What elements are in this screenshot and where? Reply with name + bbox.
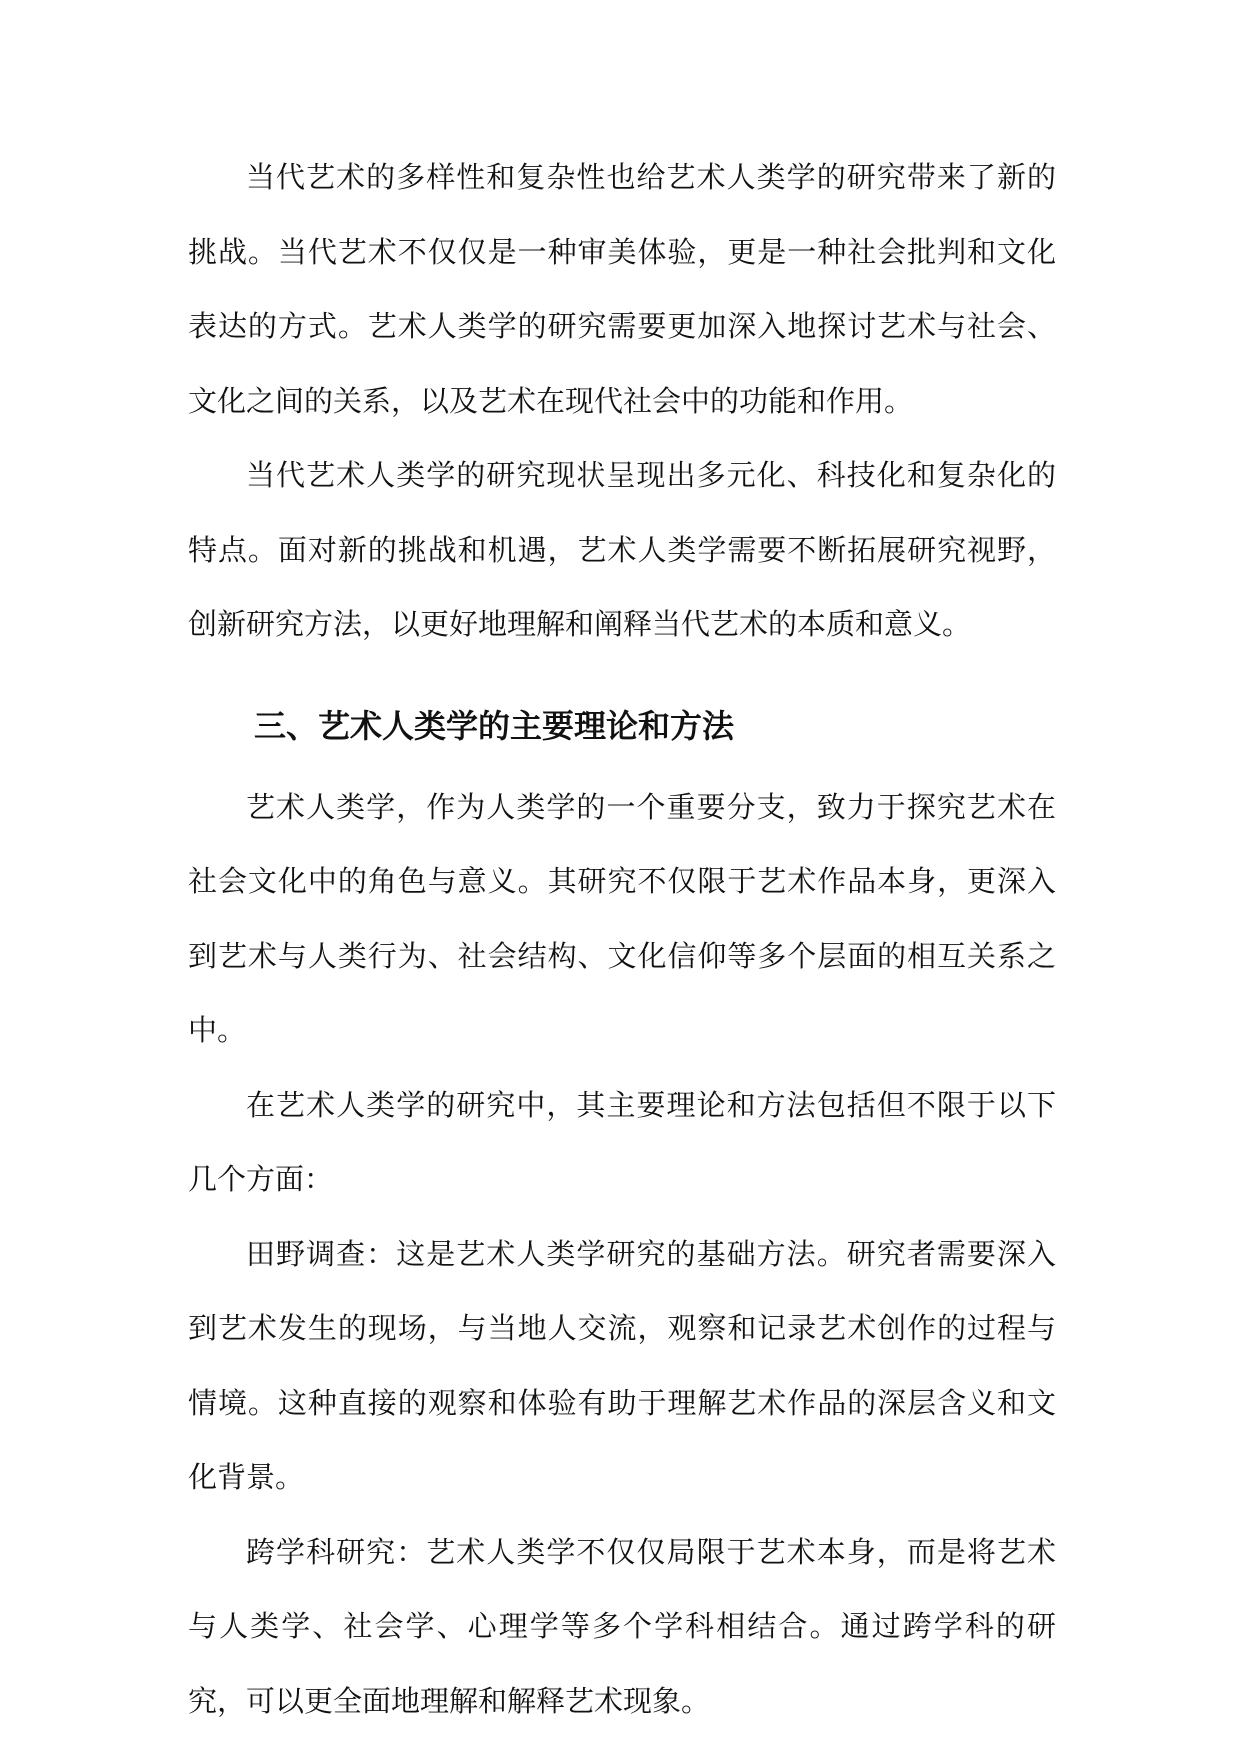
paragraph-theories-methods-intro: 在艺术人类学的研究中，其主要理论和方法包括但不限于以下几个方面： [188,1087,1056,1196]
document-body [188,140,1056,1738]
paragraph-interdisciplinary: 跨学科研究：艺术人类学不仅仅局限于艺术本身，而是将艺术与人类学、社会学、心理学等多个学科相结合。通过跨学科的研究，可以更全面地理解和解释艺术现象。 [188,1534,1056,1718]
paragraph-research-status: 当代艺术人类学的研究现状呈现出多元化、科技化和复杂化的特点。面对新的挑战和机遇，艺术人类学需要不断拓展研究视野，创新研究方法，以更好地理解和阐释当代艺术的本质和意义。 [188,458,1056,641]
section-heading: 三、艺术人类学的主要理论和方法 [254,706,735,745]
paragraph-art-anthropology-intro: 艺术人类学，作为人类学的一个重要分支，致力于探究艺术在社会文化中的角色与意义。其研究不仅限于艺术作品本身，更深入到艺术与人类行为、社会结构、文化信仰等多个层面的相互关系之中。 [188,789,1056,1047]
paragraph-fieldwork: 田野调查：这是艺术人类学研究的基础方法。研究者需要深入到艺术发生的现场，与当地人交流，观察和记录艺术创作的过程与情境。这种直接的观察和体验有助于理解艺术作品的深层含义和文化背景。 [188,1236,1056,1494]
paragraph-contemporary-art-challenges: 当代艺术的多样性和复杂性也给艺术人类学的研究带来了新的挑战。当代艺术不仅仅是一种审美体验，更是一种社会批判和文化表达的方式。艺术人类学的研究需要更加深入地探讨艺术与社会、文化之间的关系，以及艺术在现代社会中的功能和作用。 [188,160,1056,418]
